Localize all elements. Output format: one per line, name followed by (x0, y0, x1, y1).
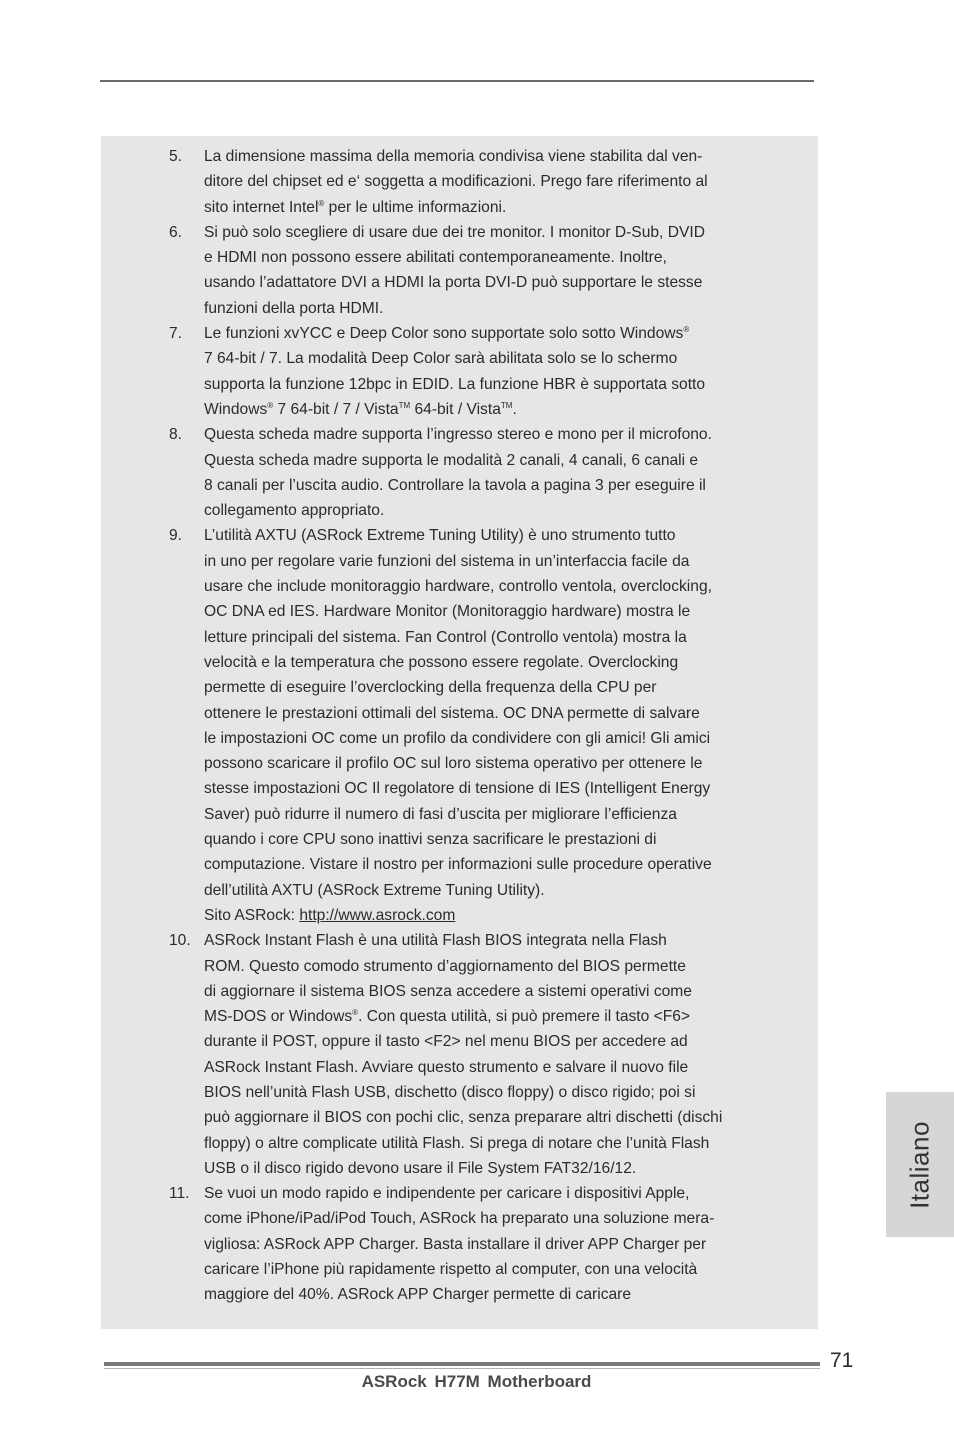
notes-panel (101, 136, 818, 1329)
note-line: BIOS nell’unità Flash USB, dischetto (disco floppy) o disco rigido; poi si (204, 1083, 696, 1101)
note-number: 8. (169, 426, 183, 444)
note-number: 6. (169, 223, 183, 241)
note-line: durante il POST, oppure il tasto <F2> nel menu BIOS per accedere ad (204, 1033, 688, 1051)
footer-title: ASRock H77M Motherboard (361, 1372, 592, 1391)
note-text (204, 321, 758, 422)
note-line: ottenere le prestazioni ottimali del sistema. OC DNA permette di salvare (204, 704, 700, 722)
note-number: 11. (169, 1185, 190, 1203)
note-item (101, 1181, 818, 1307)
note-line: USB o il disco rigido devono usare il File System FAT32/16/12. (204, 1159, 637, 1177)
note-line: OC DNA ed IES. Hardware Monitor (Monitoraggio hardware) mostra le (204, 603, 691, 621)
note-line: maggiore del 40%. ASRock APP Charger permette di caricare (204, 1286, 632, 1304)
note-item (101, 144, 818, 220)
superscript-mark: TM (500, 400, 513, 410)
text-segment: . Con questa utilità, si può premere il tasto <F6> (358, 1008, 691, 1026)
note-line: funzioni della porta HDMI. (204, 299, 384, 317)
note-line: La dimensione massima della memoria condivisa viene stabilita dal ven- (204, 148, 703, 165)
note-line: e HDMI non possono essere abilitati contemporaneamente. Inoltre, (204, 249, 667, 267)
note-number: 5. (169, 148, 183, 165)
note-number: 10. (169, 932, 191, 950)
note-line (204, 401, 517, 418)
note-item (101, 220, 818, 321)
note-text (204, 144, 758, 220)
text-segment: . (512, 400, 517, 418)
note-line: ASRock Instant Flash. Avviare questo strumento e salvare il nuovo file (204, 1058, 689, 1076)
note-line: possono scaricare il profilo OC sul loro sistema operativo per ottenere le (204, 755, 703, 773)
note-item (101, 928, 818, 1181)
note-line (204, 199, 506, 216)
note-line: stesse impostazioni OC Il regolatore di tensione di IES (Intelligent Energy (204, 780, 711, 798)
text-segment: 64-bit / Vista (410, 400, 501, 418)
note-line: ditore del chipset ed e‘ soggetta a modificazioni. Prego fare riferimento al (204, 173, 708, 191)
superscript-mark: ® (318, 198, 325, 208)
superscript-mark: ® (683, 324, 690, 334)
note-text (204, 220, 758, 321)
note-line: Questa scheda madre supporta l’ingresso stereo e mono per il microfono. (204, 426, 712, 444)
note-line: usare che include monitoraggio hardware, controllo ventola, overclocking, (204, 578, 712, 596)
note-line (204, 1008, 690, 1025)
note-line: L’utilità AXTU (ASRock Extreme Tuning Utility) è uno strumento tutto (204, 527, 676, 545)
note-item (101, 321, 818, 422)
asrock-website-link[interactable]: http://www.asrock.com (299, 906, 456, 924)
note-line: permette di eseguire l’overclocking della frequenza della CPU per (204, 679, 657, 697)
superscript-mark: ® (267, 400, 274, 410)
note-text (204, 1181, 758, 1307)
note-line: collegamento appropriato. (204, 502, 385, 520)
note-line: letture principali del sistema. Fan Control (Controllo ventola) mostra la (204, 628, 687, 646)
note-line: quando i core CPU sono inattivi senza sacrificare le prestazioni di (204, 831, 657, 849)
page-number: 71 (830, 1349, 854, 1372)
note-line: in uno per regolare varie funzioni del sistema in un’interfaccia facile da (204, 552, 690, 570)
note-line: di aggiornare il sistema BIOS senza accedere a sistemi operativi come (204, 982, 692, 1000)
note-line: Se vuoi un modo rapido e indipendente per caricare i dispositivi Apple, (204, 1185, 690, 1203)
note-text (204, 928, 758, 1181)
note-line: usando l’adattatore DVI a HDMI la porta DVI-D può supportare le stesse (204, 274, 703, 292)
note-line: computazione. Vistare il nostro per informazioni sulle procedure operative (204, 856, 712, 874)
note-line: caricare l’iPhone più rapidamente rispetto al computer, con una velocità (204, 1261, 698, 1279)
note-line: come iPhone/iPad/iPod Touch, ASRock ha preparato una soluzione mera- (204, 1210, 715, 1228)
note-line: supporta la funzione 12bpc in EDID. La funzione HBR è supportata sotto (204, 375, 706, 393)
note-line: velocità e la temperatura che possono essere regolate. Overclocking (204, 653, 679, 671)
notes-list (101, 144, 818, 1308)
note-line: ROM. Questo comodo strumento d’aggiornamento del BIOS permette (204, 957, 686, 975)
text-segment: Le funzioni xvYCC e Deep Color sono supportate solo sotto Windows (204, 325, 684, 343)
text-segment: per le ultime informazioni. (324, 198, 507, 216)
note-line: vigliosa: ASRock APP Charger. Basta installare il driver APP Charger per (204, 1235, 707, 1253)
text-segment: Windows (204, 400, 268, 418)
superscript-mark: ® (352, 1007, 359, 1017)
note-line: Questa scheda madre supporta le modalità 2 canali, 4 canali, 6 canali e (204, 451, 699, 469)
note-number: 7. (169, 325, 183, 343)
text-segment: 7 64-bit / 7 / Vista (273, 400, 399, 418)
note-line: dell’utilità AXTU (ASRock Extreme Tuning Utility). (204, 881, 545, 899)
note-text (204, 523, 758, 928)
footer-rule (104, 1362, 820, 1366)
note-line: floppy) o altre complicate utilità Flash. Si prega di notare che l’unità Flash (204, 1134, 710, 1152)
text-segment: Sito ASRock: (204, 906, 300, 924)
note-line: può aggiornare il BIOS con pochi clic, senza preparare altri dischetti (dischi (204, 1109, 723, 1127)
note-number: 9. (169, 527, 183, 545)
language-tab-label: Italiano (904, 1120, 935, 1209)
language-tab (886, 1092, 954, 1237)
note-line: ASRock Instant Flash è una utilità Flash BIOS integrata nella Flash (204, 932, 667, 950)
note-line: le impostazioni OC come un profilo da condividere con gli amici! Gli amici (204, 729, 711, 747)
footer-rule-thin (104, 1368, 820, 1369)
header-rule (100, 80, 814, 82)
note-line (204, 325, 689, 342)
note-text (204, 422, 758, 523)
note-item (101, 523, 818, 928)
note-line: 8 canali per l’uscita audio. Controllare la tavola a pagina 3 per eseguire il (204, 476, 706, 494)
note-line (204, 907, 455, 924)
note-item (101, 422, 818, 523)
text-segment: MS-DOS or Windows (204, 1008, 353, 1026)
note-line: 7 64-bit / 7. La modalità Deep Color sarà abilitata solo se lo schermo (204, 350, 678, 368)
superscript-mark: TM (398, 400, 411, 410)
note-line: Si può solo scegliere di usare due dei tre monitor. I monitor D-Sub, DVID (204, 223, 705, 241)
note-line: Saver) può ridurre il numero di fasi d’uscita per migliorare l’efficienza (204, 805, 677, 823)
text-segment: sito internet Intel (204, 198, 319, 216)
